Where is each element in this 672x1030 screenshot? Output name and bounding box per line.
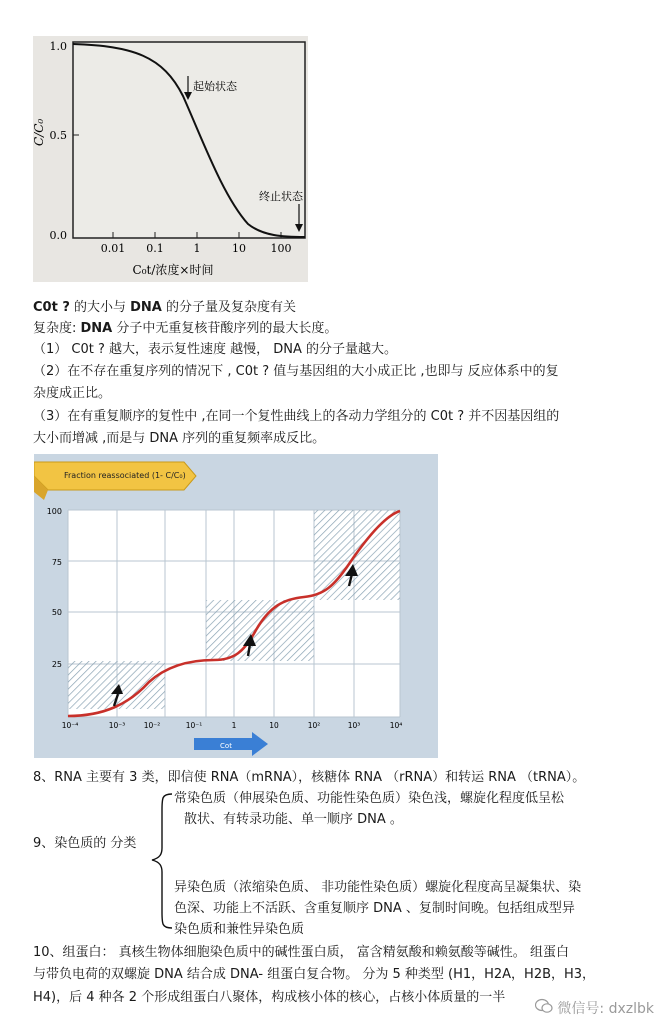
cot-definition-line <box>33 298 296 318</box>
y-tick-25: 25 <box>51 660 62 669</box>
y-axis-label: C/C₀ <box>33 118 46 146</box>
start-state-label: 起始状态 <box>193 80 237 93</box>
point-2-cont: 杂度成正比。 <box>33 386 112 401</box>
watermark-text: 微信号: dxzlbk <box>557 1001 654 1017</box>
dna-term: DNA <box>130 300 162 315</box>
x-tick-1e3: 10³ <box>347 721 361 730</box>
x-tick-1: 1 <box>193 242 201 255</box>
point-1: （1） C0t ? 越大，表示复性速度 越慢， DNA 的分子量越大。 <box>33 342 398 357</box>
histone-line-3: H4)，后 4 种各 2 个形成组蛋白八聚体，构成核小体的核心，占核小体质量的一半 <box>33 990 506 1005</box>
y-tick-05: 0.5 <box>49 129 67 142</box>
x-tick-001: 0.01 <box>100 242 126 255</box>
complexity-definition-line <box>33 319 337 339</box>
reassociation-chart <box>34 454 438 758</box>
cot-curve-figure <box>33 36 308 282</box>
point-2: （2）在不存在重复序列的情况下 , C0t ? 值与基因组的大小成正比 ,也即与 反应体系中的复 <box>33 364 559 379</box>
chart-title: Fraction reassociated (1- C/C₀) <box>64 471 186 480</box>
euchromatin-line-2: 散状、有转录功能、单一顺序 DNA 。 <box>184 812 403 827</box>
histone-line-2: 与带负电荷的双螺旋 DNA 结合成 DNA- 组蛋白复合物。 分为 5 种类型 (H1，H2A，H2B，H3， <box>33 967 596 982</box>
y-tick-50: 50 <box>51 608 62 617</box>
x-tick-1e-1: 10⁻¹ <box>185 721 203 730</box>
point-3: （3）在有重复顺序的复性中 ,在同一个复性曲线上的各动力学组分的 C0t ? 并不因基因组的 <box>33 409 560 424</box>
rna-types-line: 8、RNA 主要有 3 类，即信使 RNA（mRNA），核糖体 RNA （rRNA）和转运 RNA （tRNA）。 <box>33 770 586 785</box>
chromatin-classification-label: 9、染色质的 分类 <box>33 836 137 851</box>
classification-brace <box>150 790 174 932</box>
y-tick-100: 100 <box>46 507 62 516</box>
x-tick-100: 100 <box>270 242 292 255</box>
shade-box-2 <box>206 600 314 661</box>
y-tick-75: 75 <box>51 558 62 567</box>
x-tick-1e4: 10⁴ <box>389 721 403 730</box>
heterochromatin-line-3: 染色质和兼性异染色质 <box>174 922 305 937</box>
x-tick-01: 0.1 <box>146 242 164 255</box>
plot-frame <box>73 42 305 238</box>
heterochromatin-line-1: 异染色质（浓缩染色质、 非功能性染色质）螺旋化程度高呈凝集状、染 <box>174 880 582 895</box>
wechat-icon <box>535 998 553 1018</box>
text-fragment: 的分子量及复杂度有关 <box>161 300 297 315</box>
wechat-watermark <box>535 998 654 1018</box>
dna-term: DNA <box>80 321 113 336</box>
end-state-label: 终止状态 <box>259 190 303 203</box>
shade-box-3 <box>314 510 400 600</box>
cot-curve-chart <box>33 36 308 282</box>
x-tick-1e-4: 10⁻⁴ <box>61 721 79 730</box>
reassociation-figure <box>34 454 438 758</box>
x-tick-10: 10 <box>232 242 246 255</box>
histone-line-1: 10、组蛋白： 真核生物体细胞染色质中的碱性蛋白质， 富含精氨酸和赖氨酸等碱性。 组蛋白 <box>33 945 569 960</box>
cot-arrow-label: Cot <box>220 742 232 750</box>
x-tick-1e2: 10² <box>307 721 321 730</box>
x-axis-label: C₀t/浓度×时间 <box>132 263 214 277</box>
cot-term: C0t ? <box>33 300 70 315</box>
heterochromatin-line-2: 色深、功能上不活跃、含重复顺序 DNA 、复制时间晚。包括组成型异 <box>174 901 575 916</box>
x-tick-1e-2: 10⁻² <box>143 721 161 730</box>
text-fragment: 的大小与 <box>69 300 131 315</box>
text-fragment: 复杂度: <box>33 321 81 336</box>
euchromatin-line-1: 常染色质（伸展染色质、功能性染色质）染色浅，螺旋化程度低呈松 <box>174 791 565 806</box>
x-tick-1: 1 <box>231 721 237 730</box>
x-tick-1e-3: 10⁻³ <box>108 721 126 730</box>
text-fragment: 分子中无重复核苷酸序列的最大长度。 <box>112 321 338 336</box>
x-tick-10: 10 <box>269 721 279 730</box>
y-tick-0: 0.0 <box>49 229 67 242</box>
y-tick-1: 1.0 <box>49 40 67 53</box>
point-3-cont: 大小而增减 ,而是与 DNA 序列的重复频率成反比。 <box>33 431 326 446</box>
